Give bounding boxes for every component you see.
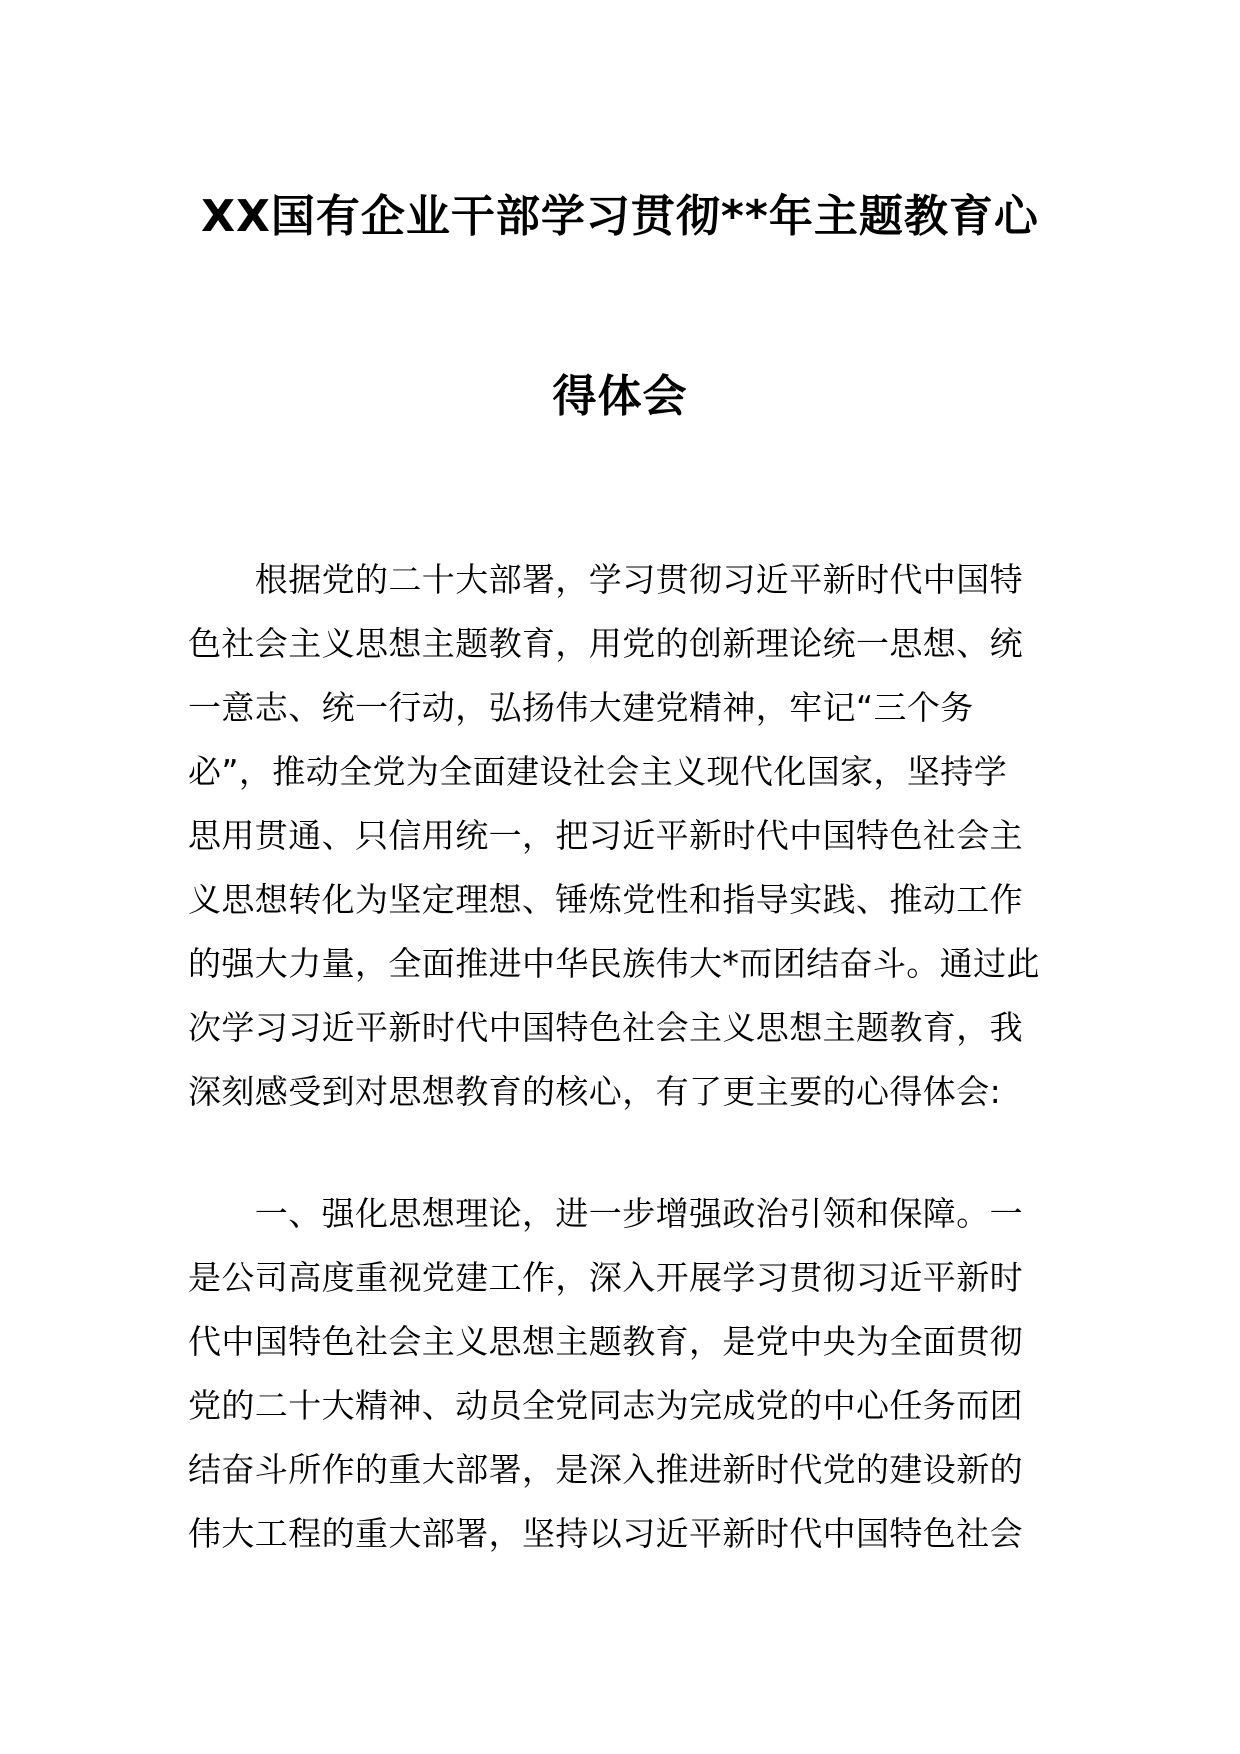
- paragraph-line: 深刻感受到对思想教育的核心，有了更主要的心得体会:: [188, 1072, 1002, 1111]
- paragraph-line: 次学习习近平新时代中国特色社会主义思想主题教育，我: [188, 1008, 1023, 1047]
- paragraph-line: 党的二十大精神、动员全党同志为完成党的中心任务而团: [188, 1386, 1023, 1425]
- paragraph-line: 代中国特色社会主义思想主题教育，是党中央为全面贯彻: [188, 1322, 1023, 1361]
- document-title-line-2: 得体会: [552, 371, 688, 422]
- paragraph-line: 的强大力量，全面推进中华民族伟大*而团结奋斗。通过此: [188, 944, 1040, 983]
- paragraph-line: 必”，推动全党为全面建设社会主义现代化国家，坚持学: [188, 752, 1008, 791]
- paragraph-line: 根据党的二十大部署，学习贯彻习近平新时代中国特: [188, 560, 1023, 599]
- paragraph-line: 义思想转化为坚定理想、锤炼党性和指导实践、推动工作: [188, 880, 1023, 919]
- paragraph-line: 一意志、统一行动，弘扬伟大建党精神，牢记“三个务: [188, 688, 974, 727]
- paragraph-line: 是公司高度重视党建工作，深入开展学习贯彻习近平新时: [188, 1258, 1023, 1297]
- paragraph-line: 色社会主义思想主题教育，用党的创新理论统一思想、统: [188, 624, 1023, 663]
- paragraph-line: 结奋斗所作的重大部署，是深入推进新时代党的建设新的: [188, 1450, 1023, 1489]
- paragraph-intro: [188, 548, 1054, 1124]
- paragraph-line: 伟大工程的重大部署，坚持以习近平新时代中国特色社会: [188, 1514, 1023, 1553]
- paragraph-line: 思用贯通、只信用统一，把习近平新时代中国特色社会主: [188, 816, 1023, 855]
- paragraph-section-1: [188, 1182, 1054, 1566]
- paragraph-line: 一、强化思想理论，进一步增强政治引领和保障。一: [188, 1194, 1023, 1233]
- document-title-line-1: XX国有企业干部学习贯彻**年主题教育心: [201, 191, 1039, 242]
